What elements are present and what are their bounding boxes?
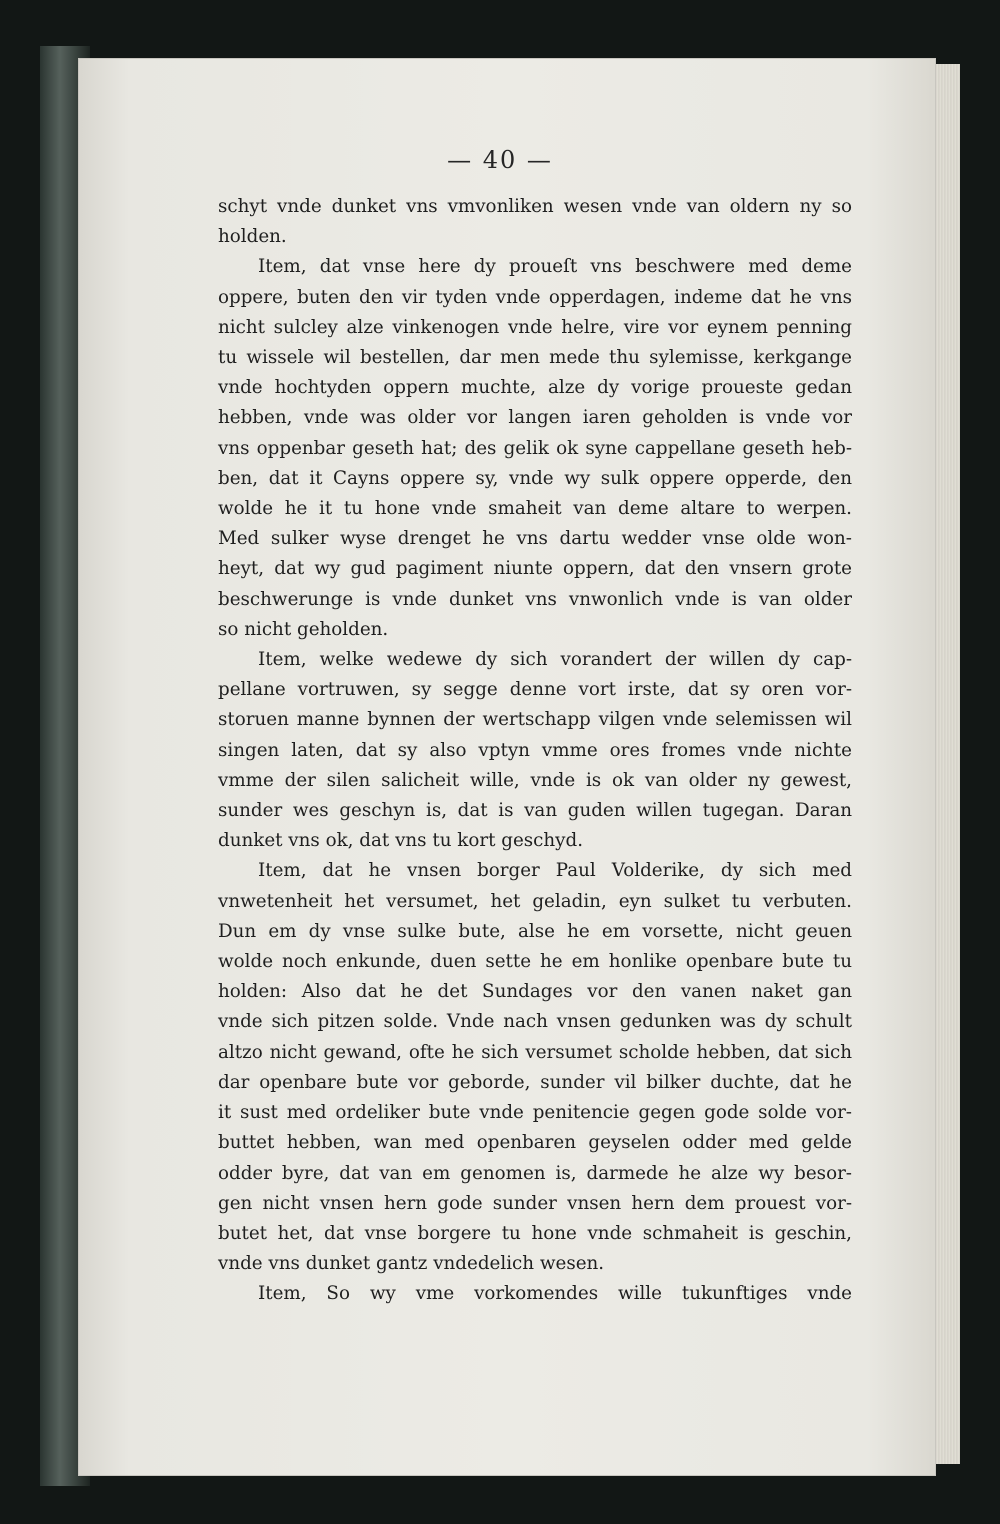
text-line: so nicht geholden. [218,618,389,640]
text-line: vnde sich pitzen solde. Vnde nach vnsen gedunken was dy schult [218,1011,852,1033]
text-line: Dun em dy vnse sulke bute, alse he em vorsette, nicht geuen [218,920,852,942]
text-line: ben, dat it Cayns oppere sy, vnde wy sulk oppere opperde, den [218,467,852,489]
text-line: holden. [218,226,287,248]
text-line: odder byre, dat van em genomen is, darmede he alze wy besor- [218,1162,852,1184]
text-line: hebben, vnde was older vor langen iaren geholden is vnde vor [218,407,852,429]
text-line: Item, welke wedewe dy sich vorandert der willen dy cap- [258,649,852,671]
text-line: dar openbare bute vor geborde, sunder vil bilker duchte, dat he [218,1071,852,1093]
text-line: vns oppenbar geseth hat; des gelik ok syne cappellane geseth heb- [218,437,852,459]
text-line: it sust med ordeliker bute vnde penitencie gegen gode solde vor- [218,1102,852,1124]
text-line: buttet hebben, wan med openbaren geyselen odder med gelde [218,1132,852,1154]
text-line: nicht sulcley alze vinkenogen vnde helre, vire vor eynem penning [218,316,852,338]
text-line: wolde noch enkunde, duen sette he em honlike openbare bute tu [218,951,852,973]
text-line: gen nicht vnsen hern gode sunder vnsen hern dem prouest vor- [218,1192,852,1214]
text-line: vnde vns dunket gantz vndedelich wesen. [218,1253,605,1275]
text-line: holden: Also dat he det Sundages vor den vanen naket gan [218,981,852,1003]
page-stack-edge [936,64,960,1464]
text-line: sunder wes geschyn is, dat is van guden willen tugegan. Daran [218,800,852,822]
text-line: vmme der silen salicheit wille, vnde is ok van older ny gewest, [218,769,852,791]
text-line: singen laten, dat sy also vptyn vmme ores fromes vnde nichte [218,739,852,761]
page-number: — 40 — [447,146,553,174]
text-line: wolde he it tu hone vnde smaheit van deme altare to werpen. [218,498,852,520]
text-line: butet het, dat vnse borgere tu hone vnde schmaheit is geschin, [218,1222,852,1244]
text-line: heyt, dat wy gud pagiment niunte oppern, dat den vnsern grote [218,558,852,580]
text-line: schyt vnde dunket vns vmvonliken wesen vnde van oldern ny so [218,196,852,217]
text-line: tu wissele wil bestellen, dar men mede thu sylemisse, kerkgange [218,347,852,369]
text-line: vnwetenheit het versumet, het geladin, eyn sulket tu verbuten. [218,890,852,912]
text-line: Item, dat he vnsen borger Paul Volderike, dy sich med [258,860,852,882]
text-line: beschwerunge is vnde dunket vns vnwonlich vnde is van older [218,588,852,610]
text-line: storuen manne bynnen der wertschapp vilgen vnde selemissen wil [218,709,852,731]
text-line: dunket vns ok, dat vns tu kort geschyd. [218,830,584,852]
text-line: Item, So wy vme vorkomendes wille tukunftiges vnde [258,1283,852,1305]
text-line: pellane vortruwen, sy segge denne vort irste, dat sy oren vor- [218,679,852,701]
text-line: Item, dat vnse here dy proueſt vns beschwere med deme [258,256,852,278]
text-line: altzo nicht gewand, ofte he sich versumet scholde hebben, dat sich [218,1041,852,1063]
text-line: vnde hochtyden oppern muchte, alze dy vorige proueste gedan [218,377,852,399]
text-line: oppere, buten den vir tyden vnde opperdagen, indeme dat he vns [218,286,852,308]
text-line: Med sulker wyse drenget he vns dartu wedder vnse olde won- [218,528,852,550]
body-text [218,192,852,1310]
